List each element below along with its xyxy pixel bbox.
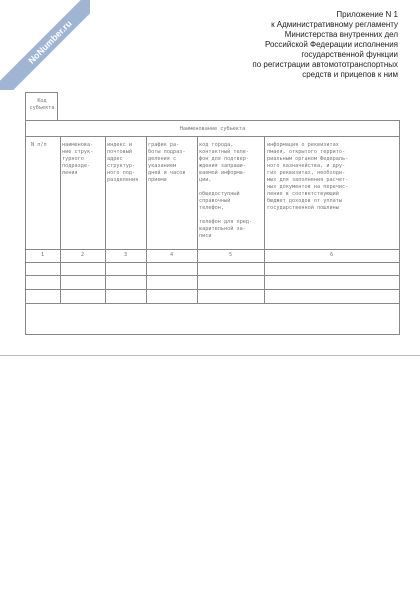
table-line: [25, 92, 57, 93]
subjects-table: [25, 92, 400, 335]
heading-line: государственной функции: [301, 50, 398, 59]
subject-name-label: Наименование субъекта: [179, 126, 246, 132]
table-line: [60, 136, 61, 303]
heading-line: Приложение N 1: [336, 10, 398, 19]
table-line: [197, 136, 198, 303]
column-number: 2: [80, 252, 85, 258]
column-header: код города, контактный теле- фон для подтвер- ждения запраши- ваемой информа- ции, общедоступный справочный телефон, телефон для пред- варительной за- писи: [199, 142, 253, 239]
column-number: 1: [40, 252, 45, 258]
table-line: [25, 275, 400, 276]
column-header: N п/п: [31, 142, 47, 148]
column-number: 3: [123, 252, 128, 258]
table-line: [25, 136, 400, 137]
table-line: [25, 120, 400, 121]
table-line: [25, 289, 400, 290]
column-header: наименова- ние струк- турного подразде- ления: [62, 142, 94, 176]
column-header: индекс и почтовый адрес структур- ного под- разделения: [107, 142, 139, 183]
heading-line: по регистрации автомототранспортных: [252, 60, 398, 69]
page-divider: [0, 355, 420, 356]
table-line: [57, 92, 58, 120]
table-line: [25, 249, 400, 250]
column-number: 5: [228, 252, 233, 258]
watermark-text: NoNumber.ru: [0, 0, 90, 90]
heading-line: Российской Федерации исполнения: [264, 40, 398, 49]
heading-line: к Административному регламенту: [271, 20, 398, 29]
table-line: [105, 136, 106, 303]
table-line: [25, 334, 400, 335]
watermark-ribbon: [0, 0, 90, 90]
column-header: график ра- боты подраз- деления с указанием дней и часов приема: [148, 142, 186, 183]
heading-line: средств и прицепов к ним: [302, 70, 398, 79]
column-number: 6: [329, 252, 334, 258]
table-line: [146, 136, 147, 303]
subject-code-label: Код субъекта: [29, 98, 55, 111]
column-header: информация о реквизитах пмаея, открытого террито- риальным органом Федераль- ного казначейства, и дру- гих реквизитах, необходи- мых для заполнения расчет- ных документов на перечис- ление в соответствующий бюджет доходов от уплаты государственной пошлины: [267, 142, 349, 211]
table-line: [264, 136, 265, 303]
table-line: [25, 303, 400, 304]
table-line: [25, 262, 400, 263]
document-heading: [158, 10, 398, 80]
heading-line: Министерства внутренних дел: [284, 30, 398, 39]
table-line: [399, 120, 400, 335]
column-number: 4: [169, 252, 174, 258]
